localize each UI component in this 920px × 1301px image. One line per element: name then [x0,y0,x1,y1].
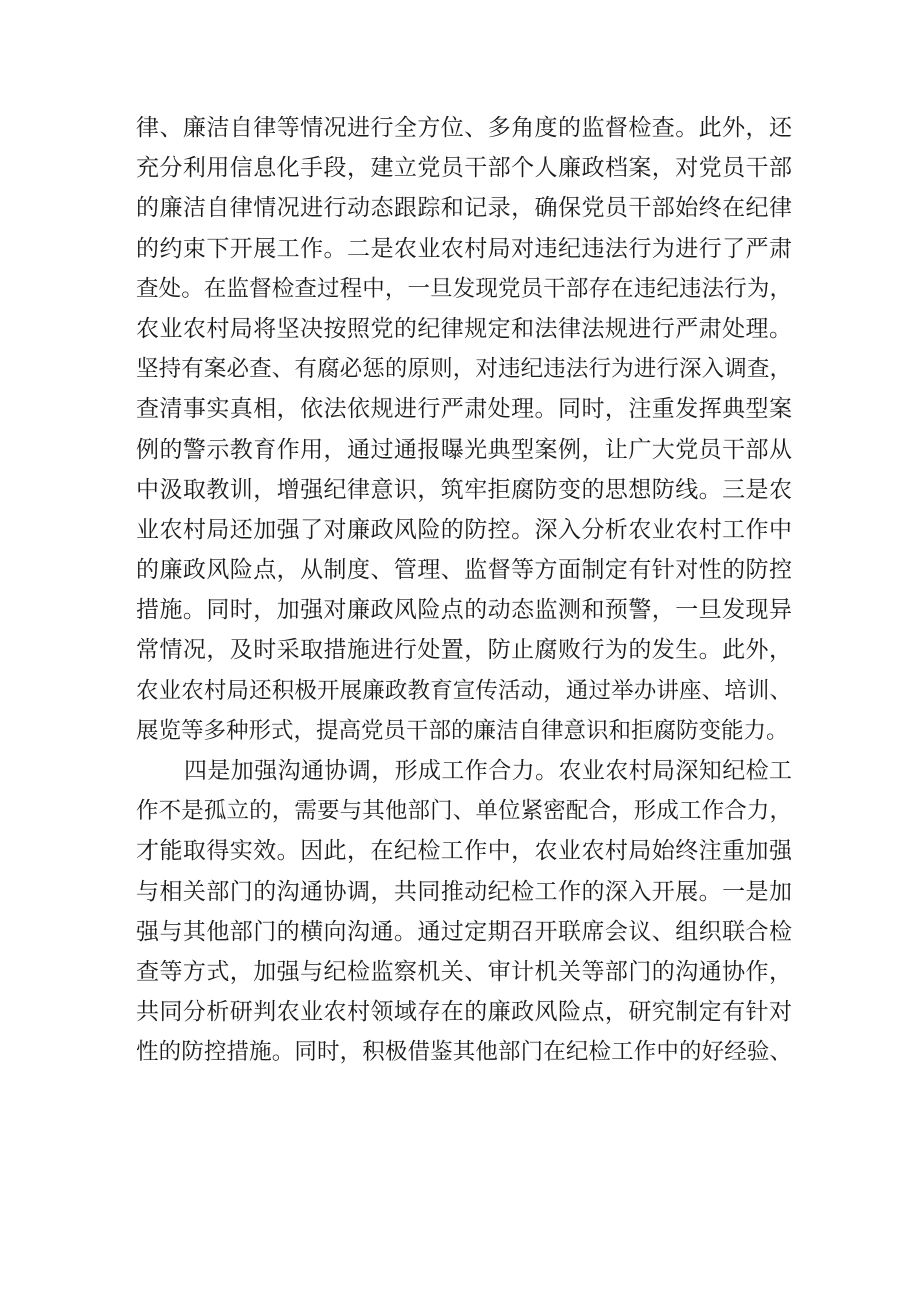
body-text [136,108,792,1073]
text-line: 性的防控措施。同时，积极借鉴其他部门在纪检工作中的好经验、 [136,1039,792,1066]
text-line: 才能取得实效。因此，在纪检工作中，农业农村局始终注重加强 [136,838,792,865]
text-line: 常情况，及时采取措施进行处置，防止腐败行为的发生。此外， [136,637,792,664]
text-line: 律、廉洁自律等情况进行全方位、多角度的监督检查。此外，还 [136,115,792,141]
text-line: 查处。在监督检查过程中，一旦发现党员干部存在违纪违法行为， [136,275,792,302]
text-line: 农业农村局还积极开展廉政教育宣传活动，通过举办讲座、培训、 [136,677,792,704]
text-line: 业农村局还加强了对廉政风险的防控。深入分析农业农村工作中 [136,516,792,543]
text-line: 例的警示教育作用，通过通报曝光典型案例，让广大党员干部从 [136,436,792,463]
text-line: 查清事实真相，依法依规进行严肃处理。同时，注重发挥典型案 [136,396,792,423]
text-line: 充分利用信息化手段，建立党员干部个人廉政档案，对党员干部 [136,155,792,182]
text-line: 农业农村局将坚决按照党的纪律规定和法律法规进行严肃处理。 [136,315,792,342]
text-line: 展览等多种形式，提高党员干部的廉洁自律意识和拒腐防变能力。 [136,717,789,744]
text-line: 查等方式，加强与纪检监察机关、审计机关等部门的沟通协作， [136,958,792,985]
text-line: 的廉政风险点，从制度、管理、监督等方面制定有针对性的防控 [136,557,792,584]
paragraph-2 [136,751,792,1073]
text-line: 作不是孤立的，需要与其他部门、单位紧密配合，形成工作合力， [136,798,792,825]
text-line: 四是加强沟通协调，形成工作合力。农业农村局深知纪检工 [184,758,792,784]
text-line: 措施。同时，加强对廉政风险点的动态监测和预警，一旦发现异 [136,597,792,624]
text-line: 坚持有案必查、有腐必惩的原则，对违纪违法行为进行深入调查， [136,356,792,383]
text-line: 共同分析研判农业农村领域存在的廉政风险点，研究制定有针对 [136,999,792,1026]
text-line: 与相关部门的沟通协调，共同推动纪检工作的深入开展。一是加 [136,878,792,905]
text-line: 的廉洁自律情况进行动态跟踪和记录，确保党员干部始终在纪律 [136,195,792,222]
text-line: 中汲取教训，增强纪律意识，筑牢拒腐防变的思想防线。三是农 [136,476,792,503]
paragraph-1 [136,108,792,751]
text-line: 强与其他部门的横向沟通。通过定期召开联席会议、组织联合检 [136,918,792,945]
text-line: 的约束下开展工作。二是农业农村局对违纪违法行为进行了严肃 [136,235,792,262]
